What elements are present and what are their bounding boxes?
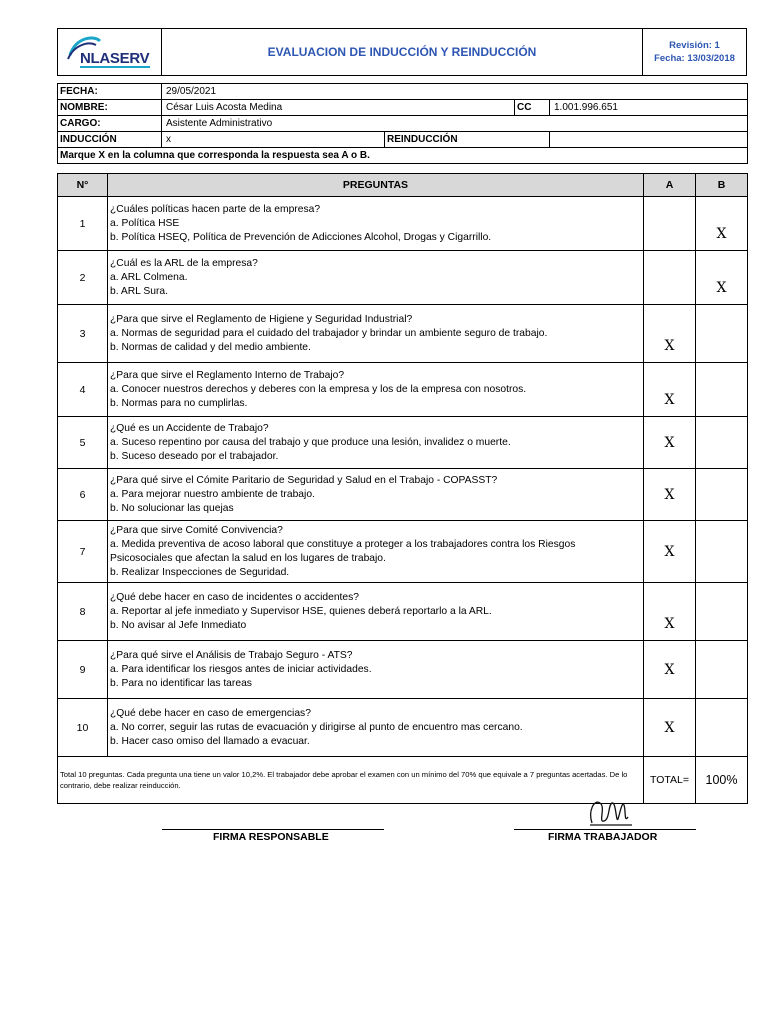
question-row xyxy=(58,641,748,699)
question-option: a. Política HSE xyxy=(110,217,180,229)
total-label: TOTAL= xyxy=(644,757,696,804)
answer-a-cell[interactable]: X xyxy=(644,641,696,699)
question-row xyxy=(58,521,748,583)
answer-a-cell[interactable]: X xyxy=(644,305,696,363)
question-option: b. No avisar al Jefe Inmediato xyxy=(110,619,247,631)
cargo-label: CARGO: xyxy=(58,116,162,132)
question-option: a. Medida preventiva de acoso laboral que constituye a proteger a los trabajadores contra los Riesgos xyxy=(110,538,576,550)
question-prompt: ¿Para que sirve el Reglamento de Higiene y Seguridad Industrial? xyxy=(110,313,413,325)
question-text xyxy=(108,363,644,417)
nombre-label: NOMBRE: xyxy=(58,100,162,116)
question-option: b. Suceso deseado por el trabajador. xyxy=(110,450,279,462)
question-row xyxy=(58,305,748,363)
worker-signature-icon xyxy=(586,793,636,833)
answer-a-cell[interactable]: X xyxy=(644,469,696,521)
question-number: 6 xyxy=(58,469,108,521)
question-number: 7 xyxy=(58,521,108,583)
trabajador-signature-line[interactable] xyxy=(514,829,696,830)
answer-b-cell[interactable] xyxy=(696,641,748,699)
question-text xyxy=(108,197,644,251)
question-text xyxy=(108,469,644,521)
question-option: a. Para mejorar nuestro ambiente de trabajo. xyxy=(110,488,315,500)
revision-block xyxy=(643,29,747,76)
question-text xyxy=(108,521,644,583)
answer-a-cell[interactable]: X xyxy=(644,521,696,583)
header-preguntas: PREGUNTAS xyxy=(108,174,644,197)
question-prompt: ¿Para que sirve el Reglamento Interno de Trabajo? xyxy=(110,369,345,381)
total-value[interactable]: 100% xyxy=(696,757,748,804)
logo-text: NLASERV xyxy=(80,50,150,67)
reinduccion-field[interactable] xyxy=(550,132,748,148)
header-a: A xyxy=(644,174,696,197)
question-row xyxy=(58,417,748,469)
question-row xyxy=(58,699,748,757)
question-option: Psicosociales que afectan la salud en los lugares de trabajo. xyxy=(110,552,386,564)
answer-a-cell[interactable]: X xyxy=(644,699,696,757)
answer-a-cell[interactable] xyxy=(644,251,696,305)
question-number: 8 xyxy=(58,583,108,641)
question-text xyxy=(108,641,644,699)
cc-label: CC xyxy=(515,100,550,116)
question-option: a. Conocer nuestros derechos y deberes con la empresa y los de la empresa con nosotros. xyxy=(110,383,527,395)
cargo-field[interactable]: Asistente Administrativo xyxy=(162,116,748,132)
question-text xyxy=(108,583,644,641)
question-text xyxy=(108,305,644,363)
question-option: b. Normas de calidad y del medio ambiente. xyxy=(110,341,311,353)
total-row xyxy=(58,757,748,804)
question-option: a. No correr, seguir las rutas de evacuación y dirigirse al punto de encuentro mas cercano. xyxy=(110,721,523,733)
answer-a-cell[interactable]: X xyxy=(644,417,696,469)
answer-a-cell[interactable] xyxy=(644,197,696,251)
question-option: a. Normas de seguridad para el cuidado del trabajador y brindar un ambiente seguro de trabajo. xyxy=(110,327,548,339)
question-row xyxy=(58,363,748,417)
induccion-field[interactable]: x xyxy=(162,132,385,148)
answer-b-cell[interactable] xyxy=(696,583,748,641)
question-option: b. Para no identificar las tareas xyxy=(110,677,252,689)
question-prompt: ¿Para qué sirve el Cómite Paritario de Seguridad y Salud en el Trabajo - COPASST? xyxy=(110,474,498,486)
question-row xyxy=(58,583,748,641)
question-number: 4 xyxy=(58,363,108,417)
question-text xyxy=(108,699,644,757)
question-option: a. Suceso repentino por causa del trabajo y que produce una lesión, invalidez o muerte. xyxy=(110,436,511,448)
responsable-signature-line[interactable] xyxy=(162,829,384,830)
question-option: a. ARL Colmena. xyxy=(110,271,188,283)
document-title: EVALUACION DE INDUCCIÓN Y REINDUCCIÓN xyxy=(162,29,643,76)
question-number: 1 xyxy=(58,197,108,251)
question-prompt: ¿Para que sirve Comité Convivencia? xyxy=(110,524,283,536)
nombre-field[interactable]: César Luis Acosta Medina xyxy=(162,100,515,116)
questions-table xyxy=(57,173,748,804)
question-prompt: ¿Cuál es la ARL de la empresa? xyxy=(110,257,258,269)
answer-a-cell[interactable]: X xyxy=(644,583,696,641)
question-option: b. Política HSEQ, Política de Prevención de Adicciones Alcohol, Drogas y Cigarrillo. xyxy=(110,231,492,243)
question-text xyxy=(108,251,644,305)
question-option: a. Reportar al jefe inmediato y Supervisor HSE, quienes deberá reportarlo a la ARL. xyxy=(110,605,492,617)
question-row xyxy=(58,469,748,521)
question-option: b. ARL Sura. xyxy=(110,285,169,297)
question-option: b. Realizar Inspecciones de Seguridad. xyxy=(110,566,290,578)
question-prompt: ¿Qué debe hacer en caso de emergencias? xyxy=(110,707,311,719)
questions-header-row xyxy=(58,174,748,197)
answer-b-cell[interactable] xyxy=(696,699,748,757)
question-prompt: ¿Qué es un Accidente de Trabajo? xyxy=(110,422,269,434)
question-option: b. Normas para no cumplirlas. xyxy=(110,397,248,409)
question-option: b. Hacer caso omiso del llamado a evacuar. xyxy=(110,735,310,747)
answer-b-cell[interactable] xyxy=(696,521,748,583)
answer-b-cell[interactable] xyxy=(696,363,748,417)
question-prompt: ¿Cuáles políticas hacen parte de la empresa? xyxy=(110,203,321,215)
question-option: a. Para identificar los riesgos antes de iniciar actividades. xyxy=(110,663,372,675)
employee-info-table xyxy=(57,83,748,164)
answer-b-cell[interactable]: X xyxy=(696,251,748,305)
revision-date: Fecha: 13/03/2018 xyxy=(654,53,735,64)
question-prompt: ¿Para qué sirve el Análisis de Trabajo Seguro - ATS? xyxy=(110,649,353,661)
instructions: Marque X en la columna que corresponda la respuesta sea A o B. xyxy=(58,148,748,164)
cc-field[interactable]: 1.001.996.651 xyxy=(550,100,748,116)
header-num: N° xyxy=(58,174,108,197)
answer-a-cell[interactable]: X xyxy=(644,363,696,417)
logo-cell xyxy=(58,29,162,76)
answer-b-cell[interactable] xyxy=(696,305,748,363)
reinduccion-label: REINDUCCIÓN xyxy=(385,132,550,148)
answer-b-cell[interactable] xyxy=(696,469,748,521)
header-b: B xyxy=(696,174,748,197)
question-number: 5 xyxy=(58,417,108,469)
fecha-label: FECHA: xyxy=(58,84,162,100)
induccion-label: INDUCCIÓN xyxy=(58,132,162,148)
question-number: 9 xyxy=(58,641,108,699)
answer-b-cell[interactable]: X xyxy=(696,197,748,251)
firma-trabajador-label: FIRMA TRABAJADOR xyxy=(548,831,658,843)
question-text xyxy=(108,417,644,469)
answer-b-cell[interactable] xyxy=(696,417,748,469)
scoring-note: Total 10 preguntas. Cada pregunta una tiene un valor 10,2%. El trabajador debe aprobar el examen con un mínimo del 70% que equivale a 7 preguntas acertadas. De lo contrario, debe realizar reinducción. xyxy=(58,757,644,804)
question-number: 2 xyxy=(58,251,108,305)
question-row xyxy=(58,251,748,305)
firma-responsable-label: FIRMA RESPONSABLE xyxy=(213,831,329,843)
question-prompt: ¿Qué debe hacer en caso de incidentes o accidentes? xyxy=(110,591,360,603)
questions-body xyxy=(58,197,748,757)
question-row xyxy=(58,197,748,251)
question-option: b. No solucionar las quejas xyxy=(110,502,234,514)
question-number: 10 xyxy=(58,699,108,757)
question-number: 3 xyxy=(58,305,108,363)
document-header xyxy=(57,28,747,76)
company-logo xyxy=(66,33,156,71)
fecha-field[interactable]: 29/05/2021 xyxy=(162,84,748,100)
revision-label: Revisión: 1 xyxy=(669,40,720,51)
